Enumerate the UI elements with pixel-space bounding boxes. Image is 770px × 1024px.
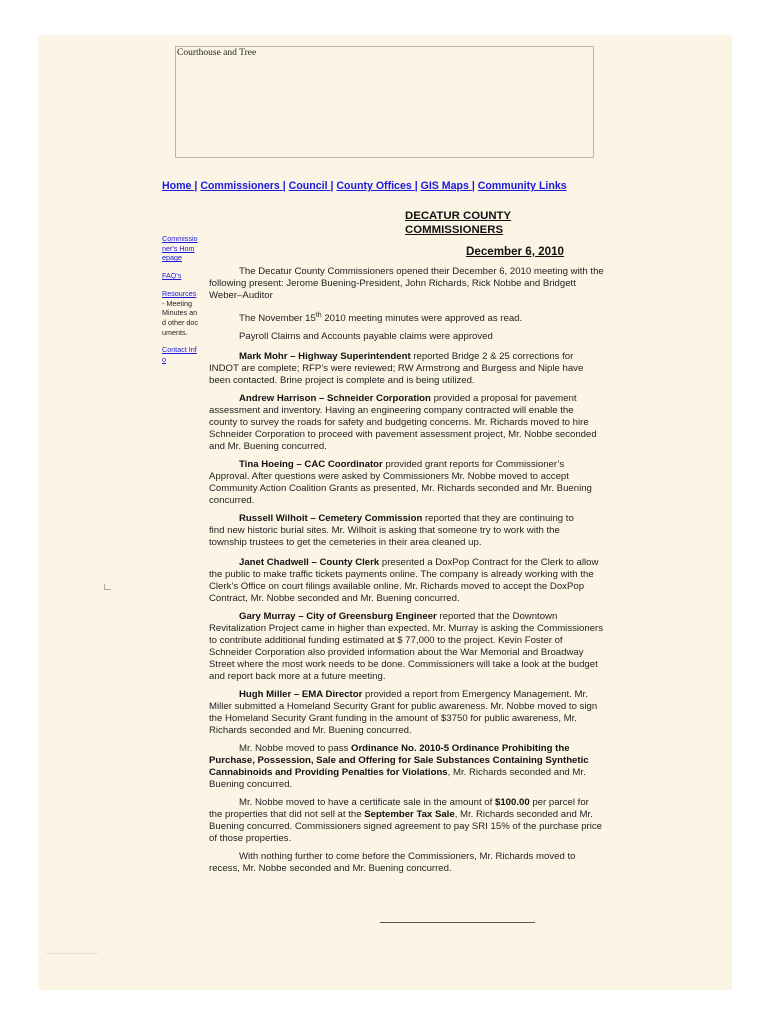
paragraph-prior-minutes: The November 15th 2010 meeting minutes were approved as read. xyxy=(239,312,523,325)
nav-link-council[interactable]: Council xyxy=(288,180,331,192)
paragraph-attendance: The Decatur County Commissioners opened their December 6, 2010 meeting with the following present: Jerome Buening-President, John Richards, Rick Nobbe and Bridgett Weber–Auditor xyxy=(209,266,604,301)
nav-link-county-offices[interactable]: County Offices xyxy=(336,180,415,192)
paragraph-cemetery: Russell Wilhoit – Cemetery Commission reported that they are continuing to find new historic burial sites. Mr. Wilhoit is asking that someone try to work with the township trustees to get the cemeteries in their area cleaned up. xyxy=(209,513,574,549)
footer-divider xyxy=(46,953,98,954)
paragraph-certificate-sale: Mr. Nobbe moved to have a certificate sale in the amount of $100.00 per parcel for the properties that did not sell at the September Tax Sale, Mr. Richards seconded and Mr. Buening concurred. Commissioners signed agreement to pay SRI 15% of the purchase price of those properties. xyxy=(209,797,603,845)
banner-alt-text: Courthouse and Tree xyxy=(177,48,257,58)
nav-link-commissioners[interactable]: Commissioners xyxy=(200,180,283,192)
sidebar-link-resources[interactable]: Resources xyxy=(162,288,197,298)
sidebar-meeting-minutes-text: - Meeting Minutes and other documents. xyxy=(162,298,198,337)
sidebar-link-homepage[interactable]: Commissioner's Homepage xyxy=(162,234,198,263)
paragraph-payroll-claims: Payroll Claims and Accounts payable claims were approved xyxy=(239,331,493,343)
nav-link-home[interactable]: Home xyxy=(162,180,195,192)
meeting-date: December 6, 2010 xyxy=(466,245,564,258)
sidebar-link-faqs[interactable]: FAQ's xyxy=(162,271,182,281)
document-title xyxy=(405,210,511,237)
sidebar-link-contact-info[interactable]: Contact Info xyxy=(162,345,197,365)
paragraph-city-engineer: Gary Murray – City of Greensburg Engineer reported that the Downtown Revitalization Project came in higher than expected. Mr. Murray is asking the Commissioners to contribute additional funding estimated at $ 77,000 to the project. Kevin Foster of Schneider Corporation also provided information about the War Memorial and Broadway Street where the most work needs to be done. Commissioners will take a look at the budget and report back more at a future meeting. xyxy=(209,611,604,683)
sidebar xyxy=(162,234,198,365)
paragraph-county-clerk: Janet Chadwell – County Clerk presented a DoxPop Contract for the Clerk to allow the public to make traffic tickets payments online. The company is already working with the Clerk’s Office on court filings available online. Mr. Richards moved to accept the DoxPop Contract, Mr. Nobbe seconded and Mr. Buening concurred. xyxy=(209,557,599,605)
signature-line xyxy=(380,922,535,923)
paragraph-cac: Tina Hoeing – CAC Coordinator provided grant reports for Commissioner’s Approval. After questions were asked by Commissioners Mr. Nobbe moved to accept Community Action Coalition Grants as presented, Mr. Richards seconded and Mr. Buening concurred. xyxy=(209,459,592,507)
paragraph-ordinance: Mr. Nobbe moved to pass Ordinance No. 2010-5 Ordinance Prohibiting the Purchase, Possession, Sale and Offering for Sale Substances Containing Synthetic Cannabinoids and Providing Penalties for Violations, Mr. Richards seconded and Mr. Buening concurred. xyxy=(209,743,589,791)
paragraph-highway: Mark Mohr – Highway Superintendent reported Bridge 2 & 25 corrections for INDOT are complete; RFP’s were reviewed; RW Armstrong and Burgess and Niple have been contacted. Brine project is complete and is being utilized. xyxy=(209,351,584,387)
document-title-line-1: DECATUR COUNTY xyxy=(405,210,512,222)
banner-image-placeholder xyxy=(175,46,594,158)
margin-mark xyxy=(104,584,111,590)
document-title-line-2: COMMISSIONERS xyxy=(405,223,504,236)
minutes-body xyxy=(209,266,604,881)
paragraph-schneider: Andrew Harrison – Schneider Corporation provided a proposal for pavement assessment and inventory. Having an engineering company contracted will enable the county to survey the roads for safety and budgeting concerns. Mr. Richards moved to hire Schneider Corporation to proceed with pavement assessment project, Mr. Nobbe seconded and Mr. Buening concurred. xyxy=(209,393,597,453)
nav-link-gis-maps[interactable]: GIS Maps xyxy=(420,180,472,192)
top-navigation: Home | Commissioners | Council | County Offices | GIS Maps | Community Links xyxy=(162,180,567,192)
paragraph-ema: Hugh Miller – EMA Director provided a report from Emergency Management. Mr. Miller submitted a Homeland Security Grant for public awareness. Mr. Nobbe moved to sign the Homeland Security Grant funding in the amount of $3750 for public awareness, Mr. Richards seconded and Mr. Buening concurred. xyxy=(209,689,598,737)
nav-link-community-links[interactable]: Community Links xyxy=(477,180,567,192)
paragraph-recess: With nothing further to come before the Commissioners, Mr. Richards moved to recess, Mr. Nobbe seconded and Mr. Buening concurred. xyxy=(209,851,576,875)
